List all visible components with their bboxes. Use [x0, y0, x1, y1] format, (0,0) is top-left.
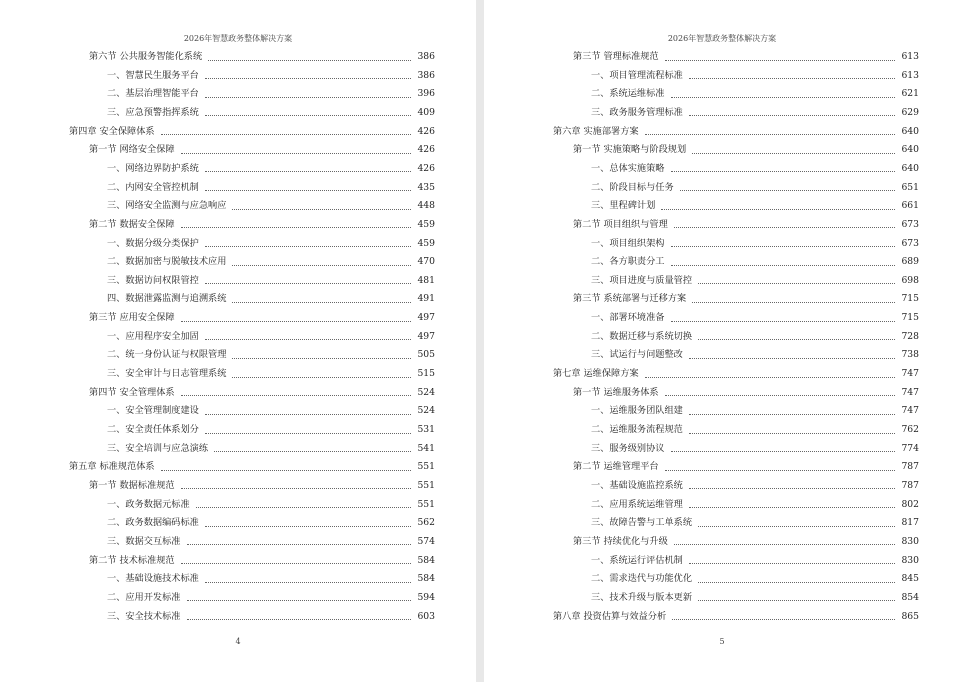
toc-entry-page: 551	[417, 479, 435, 491]
toc-subsection-entry[interactable]	[107, 570, 435, 588]
toc-subsection-entry[interactable]	[107, 253, 435, 271]
toc-dot-leader	[208, 60, 411, 61]
toc-entry-title: 第三节 系统部署与迁移方案	[573, 293, 687, 305]
toc-dot-leader	[205, 97, 412, 98]
toc-entry-page: 448	[417, 200, 435, 212]
toc-entry-page: 689	[901, 256, 919, 268]
toc-subsection-entry[interactable]	[591, 309, 919, 327]
page-header: 2026年智慧政务整体解决方案	[667, 34, 777, 43]
toc-chapter-entry[interactable]	[69, 458, 435, 476]
toc-subsection-entry[interactable]	[107, 533, 435, 551]
toc-dot-leader	[232, 209, 411, 210]
toc-entry-title: 第一节 实施策略与阶段规划	[573, 144, 687, 156]
toc-entry-title: 三、试运行与问题整改	[591, 349, 683, 361]
toc-dot-leader	[665, 395, 896, 396]
toc-section-entry[interactable]	[89, 552, 435, 570]
toc-dot-leader	[661, 209, 895, 210]
toc-dot-leader	[692, 302, 895, 303]
toc-subsection-entry[interactable]	[591, 570, 919, 588]
toc-dot-leader	[671, 451, 896, 452]
toc-section-entry[interactable]	[573, 533, 919, 551]
toc-entry-title: 第一节 数据标准规范	[89, 479, 175, 491]
toc-subsection-entry[interactable]	[107, 67, 435, 85]
toc-dot-leader	[671, 97, 896, 98]
toc-entry-page: 661	[901, 200, 919, 212]
toc-entry-page: 459	[417, 237, 435, 249]
toc-entry-title: 一、应用程序安全加固	[107, 330, 199, 342]
toc-entry-page: 640	[901, 144, 919, 156]
toc-entry-page: 830	[901, 554, 919, 566]
toc-entry-page: 584	[417, 573, 435, 585]
toc-dot-leader	[232, 377, 411, 378]
toc-entry-page: 629	[901, 106, 919, 118]
toc-dot-leader	[689, 358, 896, 359]
toc-entry-page: 673	[901, 237, 919, 249]
toc-entry-page: 386	[417, 51, 435, 62]
toc-dot-leader	[205, 171, 412, 172]
toc-dot-leader	[187, 619, 412, 620]
toc-entry-title: 二、阶段目标与任务	[591, 181, 674, 193]
toc-subsection-entry[interactable]	[107, 496, 435, 514]
toc-subsection-entry[interactable]	[107, 328, 435, 346]
toc-entry-page: 698	[901, 274, 919, 286]
toc-entry-page: 673	[901, 218, 919, 230]
toc-subsection-entry[interactable]	[591, 346, 919, 364]
toc-subsection-entry[interactable]	[107, 290, 435, 308]
toc-entry-title: 一、智慧民生服务平台	[107, 69, 199, 81]
document-page-left	[0, 0, 476, 682]
toc-entry-title: 二、应用系统运维管理	[591, 498, 683, 510]
toc-entry-title: 二、需求迭代与功能优化	[591, 573, 693, 585]
toc-entry-title: 第二节 项目组织与管理	[573, 218, 668, 230]
page-gutter	[476, 0, 484, 682]
toc-dot-leader	[665, 60, 896, 61]
toc-subsection-entry[interactable]	[107, 104, 435, 122]
toc-dot-leader	[161, 134, 412, 135]
toc-entry-title: 一、项目组织架构	[591, 237, 665, 249]
toc-subsection-entry[interactable]	[591, 104, 919, 122]
toc-entry-title: 第四节 安全管理体系	[89, 386, 175, 398]
toc-entry-title: 二、统一身份认证与权限管理	[107, 349, 227, 361]
toc-entry-page: 640	[901, 125, 919, 137]
toc-entry-title: 一、基础设施技术标准	[107, 573, 199, 585]
toc-dot-leader	[205, 246, 412, 247]
toc-entry-title: 二、数据迁移与系统切换	[591, 330, 693, 342]
toc-entry-page: 435	[417, 181, 435, 193]
toc-entry-page: 491	[417, 293, 435, 305]
toc-subsection-entry[interactable]	[591, 477, 919, 495]
toc-entry-title: 一、总体实施策略	[591, 162, 665, 174]
toc-dot-leader	[671, 171, 896, 172]
toc-subsection-entry[interactable]	[107, 272, 435, 290]
toc-dot-leader	[232, 265, 411, 266]
toc-dot-leader	[692, 153, 895, 154]
toc-entry-page: 774	[901, 442, 919, 454]
toc-dot-leader	[698, 600, 895, 601]
toc-dot-leader	[672, 619, 895, 620]
toc-entry-page: 574	[417, 535, 435, 547]
toc-dot-leader	[205, 526, 412, 527]
toc-entry-page: 396	[417, 88, 435, 100]
toc-dot-leader	[205, 78, 412, 79]
toc-entry-page: 497	[417, 330, 435, 342]
toc-entry-title: 一、运维服务团队组建	[591, 405, 683, 417]
toc-dot-leader	[205, 339, 412, 340]
toc-dot-leader	[181, 321, 412, 322]
toc-entry-title: 第四章 安全保障体系	[69, 125, 155, 137]
toc-subsection-entry[interactable]	[591, 85, 919, 103]
toc-entry-title: 第一节 网络安全保障	[89, 144, 175, 156]
toc-entry-title: 第三节 管理标准规范	[573, 51, 659, 62]
toc-subsection-entry[interactable]	[591, 179, 919, 197]
toc-entry-title: 三、技术升级与版本更新	[591, 591, 693, 603]
toc-subsection-entry[interactable]	[591, 496, 919, 514]
toc-dot-leader	[205, 115, 412, 116]
toc-entry-page: 651	[901, 181, 919, 193]
toc-entry-page: 621	[901, 88, 919, 100]
toc-entry-title: 第三节 持续优化与升级	[573, 535, 668, 547]
toc-entry-title: 二、各方职责分工	[591, 256, 665, 268]
toc-entry-title: 三、应急预警指挥系统	[107, 106, 199, 118]
toc-entry-title: 三、安全技术标准	[107, 610, 181, 622]
toc-subsection-entry[interactable]	[591, 328, 919, 346]
toc-dot-leader	[196, 507, 412, 508]
toc-dot-leader	[181, 563, 412, 564]
toc-entry-title: 四、数据泄露监测与追溯系统	[107, 293, 227, 305]
toc-entry-page: 738	[901, 349, 919, 361]
toc-subsection-entry[interactable]	[107, 589, 435, 607]
toc-entry-page: 715	[901, 312, 919, 324]
toc-chapter-entry[interactable]	[553, 123, 919, 141]
toc-dot-leader	[674, 227, 896, 228]
toc-subsection-entry[interactable]	[591, 160, 919, 178]
toc-entry-page: 613	[901, 51, 919, 62]
toc-subsection-entry[interactable]	[591, 67, 919, 85]
toc-entry-title: 三、政务服务管理标准	[591, 106, 683, 118]
toc-subsection-entry[interactable]	[107, 514, 435, 532]
toc-section-entry[interactable]	[573, 48, 919, 66]
toc-entry-page: 715	[901, 293, 919, 305]
toc-section-entry[interactable]	[573, 458, 919, 476]
toc-entry-title: 第八章 投资估算与效益分析	[553, 610, 667, 622]
toc-dot-leader	[645, 134, 896, 135]
document-page-right	[484, 0, 960, 682]
toc-dot-leader	[161, 470, 412, 471]
toc-subsection-entry[interactable]	[107, 197, 435, 215]
toc-dot-leader	[689, 414, 896, 415]
toc-dot-leader	[181, 395, 412, 396]
toc-entry-title: 第二节 数据安全保障	[89, 218, 175, 230]
page-number: 4	[235, 637, 241, 646]
toc-dot-leader	[671, 265, 896, 266]
toc-dot-leader	[181, 153, 412, 154]
toc-entry-page: 865	[901, 610, 919, 622]
toc-entry-page: 531	[417, 424, 435, 435]
toc-dot-leader	[181, 488, 412, 489]
toc-entry-page: 505	[417, 349, 435, 361]
toc-entry-title: 第六章 实施部署方案	[553, 125, 639, 137]
toc-dot-leader	[689, 115, 896, 116]
toc-section-entry[interactable]	[89, 48, 435, 66]
toc-subsection-entry[interactable]	[107, 179, 435, 197]
toc-entry-page: 747	[901, 368, 919, 380]
toc-section-entry[interactable]	[573, 216, 919, 234]
toc-entry-page: 551	[417, 498, 435, 510]
toc-entry-page: 541	[417, 442, 435, 454]
toc-entry-title: 三、数据访问权限管控	[107, 274, 199, 286]
toc-entry-title: 二、应用开发标准	[107, 591, 181, 603]
toc-subsection-entry[interactable]	[591, 421, 919, 439]
toc-entry-page: 817	[901, 517, 919, 529]
toc-subsection-entry[interactable]	[591, 440, 919, 458]
toc-section-entry[interactable]	[89, 309, 435, 327]
toc-entry-page: 426	[417, 125, 435, 137]
toc-subsection-entry[interactable]	[591, 514, 919, 532]
toc-section-entry[interactable]	[89, 384, 435, 402]
toc-entry-title: 三、里程碑计划	[591, 200, 656, 212]
toc-section-entry[interactable]	[573, 384, 919, 402]
toc-entry-page: 762	[901, 424, 919, 435]
toc-dot-leader	[689, 507, 896, 508]
toc-entry-page: 470	[417, 256, 435, 268]
toc-entry-page: 787	[901, 479, 919, 491]
toc-entry-page: 845	[901, 573, 919, 585]
toc-dot-leader	[214, 451, 411, 452]
toc-dot-leader	[674, 544, 896, 545]
toc-entry-page: 728	[901, 330, 919, 342]
toc-entry-page: 426	[417, 162, 435, 174]
toc-entry-title: 一、政务数据元标准	[107, 498, 190, 510]
toc-entry-page: 386	[417, 69, 435, 81]
toc-section-entry[interactable]	[573, 141, 919, 159]
toc-entry-page: 747	[901, 405, 919, 417]
toc-chapter-entry[interactable]	[553, 365, 919, 383]
toc-dot-leader	[187, 600, 412, 601]
toc-dot-leader	[187, 544, 412, 545]
toc-entry-title: 第六节 公共服务智能化系统	[89, 51, 203, 62]
toc-subsection-entry[interactable]	[107, 365, 435, 383]
toc-subsection-entry[interactable]	[107, 346, 435, 364]
toc-dot-leader	[689, 563, 896, 564]
toc-entry-title: 一、基础设施监控系统	[591, 479, 683, 491]
toc-dot-leader	[698, 582, 895, 583]
toc-dot-leader	[680, 190, 896, 191]
toc-dot-leader	[205, 283, 412, 284]
toc-entry-page: 802	[901, 498, 919, 510]
toc-dot-leader	[645, 377, 896, 378]
toc-entry-page: 603	[417, 610, 435, 622]
toc-chapter-entry[interactable]	[553, 608, 919, 626]
toc-entry-page: 830	[901, 535, 919, 547]
toc-subsection-entry[interactable]	[107, 421, 435, 439]
toc-entry-page: 524	[417, 405, 435, 417]
toc-dot-leader	[671, 321, 896, 322]
toc-section-entry[interactable]	[89, 216, 435, 234]
toc-dot-leader	[181, 227, 412, 228]
toc-subsection-entry[interactable]	[591, 552, 919, 570]
toc-subsection-entry[interactable]	[591, 402, 919, 420]
toc-entry-page: 524	[417, 386, 435, 398]
toc-section-entry[interactable]	[89, 477, 435, 495]
toc-entry-title: 二、基层治理智能平台	[107, 88, 199, 100]
toc-entry-title: 第五章 标准规范体系	[69, 461, 155, 473]
toc-entry-title: 三、数据交互标准	[107, 535, 181, 547]
toc-section-entry[interactable]	[89, 141, 435, 159]
toc-entry-title: 三、服务级别协议	[591, 442, 665, 454]
toc-dot-leader	[698, 526, 895, 527]
toc-subsection-entry[interactable]	[591, 589, 919, 607]
toc-subsection-entry[interactable]	[107, 608, 435, 626]
toc-chapter-entry[interactable]	[69, 123, 435, 141]
toc-entry-page: 640	[901, 162, 919, 174]
toc-dot-leader	[698, 283, 895, 284]
toc-entry-page: 426	[417, 144, 435, 156]
toc-entry-title: 三、项目进度与质量管控	[591, 274, 693, 286]
toc-entry-page: 787	[901, 461, 919, 473]
toc-entry-title: 一、数据分级分类保护	[107, 237, 199, 249]
toc-entry-page: 551	[417, 461, 435, 473]
toc-dot-leader	[205, 433, 412, 434]
toc-dot-leader	[205, 582, 412, 583]
toc-dot-leader	[671, 246, 896, 247]
toc-entry-title: 二、安全责任体系划分	[107, 424, 199, 435]
toc-entry-title: 一、部署环境准备	[591, 312, 665, 324]
toc-dot-leader	[689, 78, 896, 79]
toc-entry-page: 409	[417, 106, 435, 118]
toc-entry-title: 一、系统运行评估机制	[591, 554, 683, 566]
toc-entry-page: 497	[417, 312, 435, 324]
toc-section-entry[interactable]	[573, 290, 919, 308]
toc-entry-title: 三、网络安全监测与应急响应	[107, 200, 227, 212]
page-number: 5	[719, 637, 725, 646]
toc-subsection-entry[interactable]	[107, 85, 435, 103]
toc-dot-leader	[689, 433, 896, 434]
toc-entry-page: 459	[417, 218, 435, 230]
toc-entry-page: 594	[417, 591, 435, 603]
toc-subsection-entry[interactable]	[591, 272, 919, 290]
toc-entry-title: 三、安全审计与日志管理系统	[107, 368, 227, 380]
toc-dot-leader	[689, 488, 896, 489]
toc-entry-title: 一、安全管理制度建设	[107, 405, 199, 417]
toc-entry-page: 584	[417, 554, 435, 566]
toc-entry-page: 613	[901, 69, 919, 81]
toc-entry-page: 562	[417, 517, 435, 529]
toc-entry-page: 481	[417, 274, 435, 286]
toc-dot-leader	[205, 190, 412, 191]
toc-entry-title: 二、系统运维标准	[591, 88, 665, 100]
toc-subsection-entry[interactable]	[591, 253, 919, 271]
toc-entry-title: 一、项目管理流程标准	[591, 69, 683, 81]
toc-subsection-entry[interactable]	[107, 160, 435, 178]
toc-entry-title: 二、运维服务流程规范	[591, 424, 683, 435]
toc-entry-title: 二、政务数据编码标准	[107, 517, 199, 529]
toc-subsection-entry[interactable]	[107, 235, 435, 253]
page-header: 2026年智慧政务整体解决方案	[183, 34, 293, 43]
toc-subsection-entry[interactable]	[107, 440, 435, 458]
toc-entry-title: 三、故障告警与工单系统	[591, 517, 693, 529]
toc-entry-title: 三、安全培训与应急演练	[107, 442, 209, 454]
toc-dot-leader	[665, 470, 896, 471]
toc-entry-title: 二、数据加密与脱敏技术应用	[107, 256, 227, 268]
toc-entry-page: 747	[901, 386, 919, 398]
toc-subsection-entry[interactable]	[591, 197, 919, 215]
toc-subsection-entry[interactable]	[107, 402, 435, 420]
toc-entry-title: 第七章 运维保障方案	[553, 368, 639, 380]
toc-dot-leader	[205, 414, 412, 415]
toc-subsection-entry[interactable]	[591, 235, 919, 253]
toc-dot-leader	[232, 358, 411, 359]
toc-entry-title: 第一节 运维服务体系	[573, 386, 659, 398]
toc-entry-title: 第二节 技术标准规范	[89, 554, 175, 566]
toc-dot-leader	[232, 302, 411, 303]
toc-entry-title: 二、内网安全管控机制	[107, 181, 199, 193]
toc-entry-title: 第二节 运维管理平台	[573, 461, 659, 473]
toc-entry-title: 第三节 应用安全保障	[89, 312, 175, 324]
toc-entry-page: 515	[417, 368, 435, 380]
toc-entry-title: 一、网络边界防护系统	[107, 162, 199, 174]
toc-dot-leader	[698, 339, 895, 340]
toc-entry-page: 854	[901, 591, 919, 603]
